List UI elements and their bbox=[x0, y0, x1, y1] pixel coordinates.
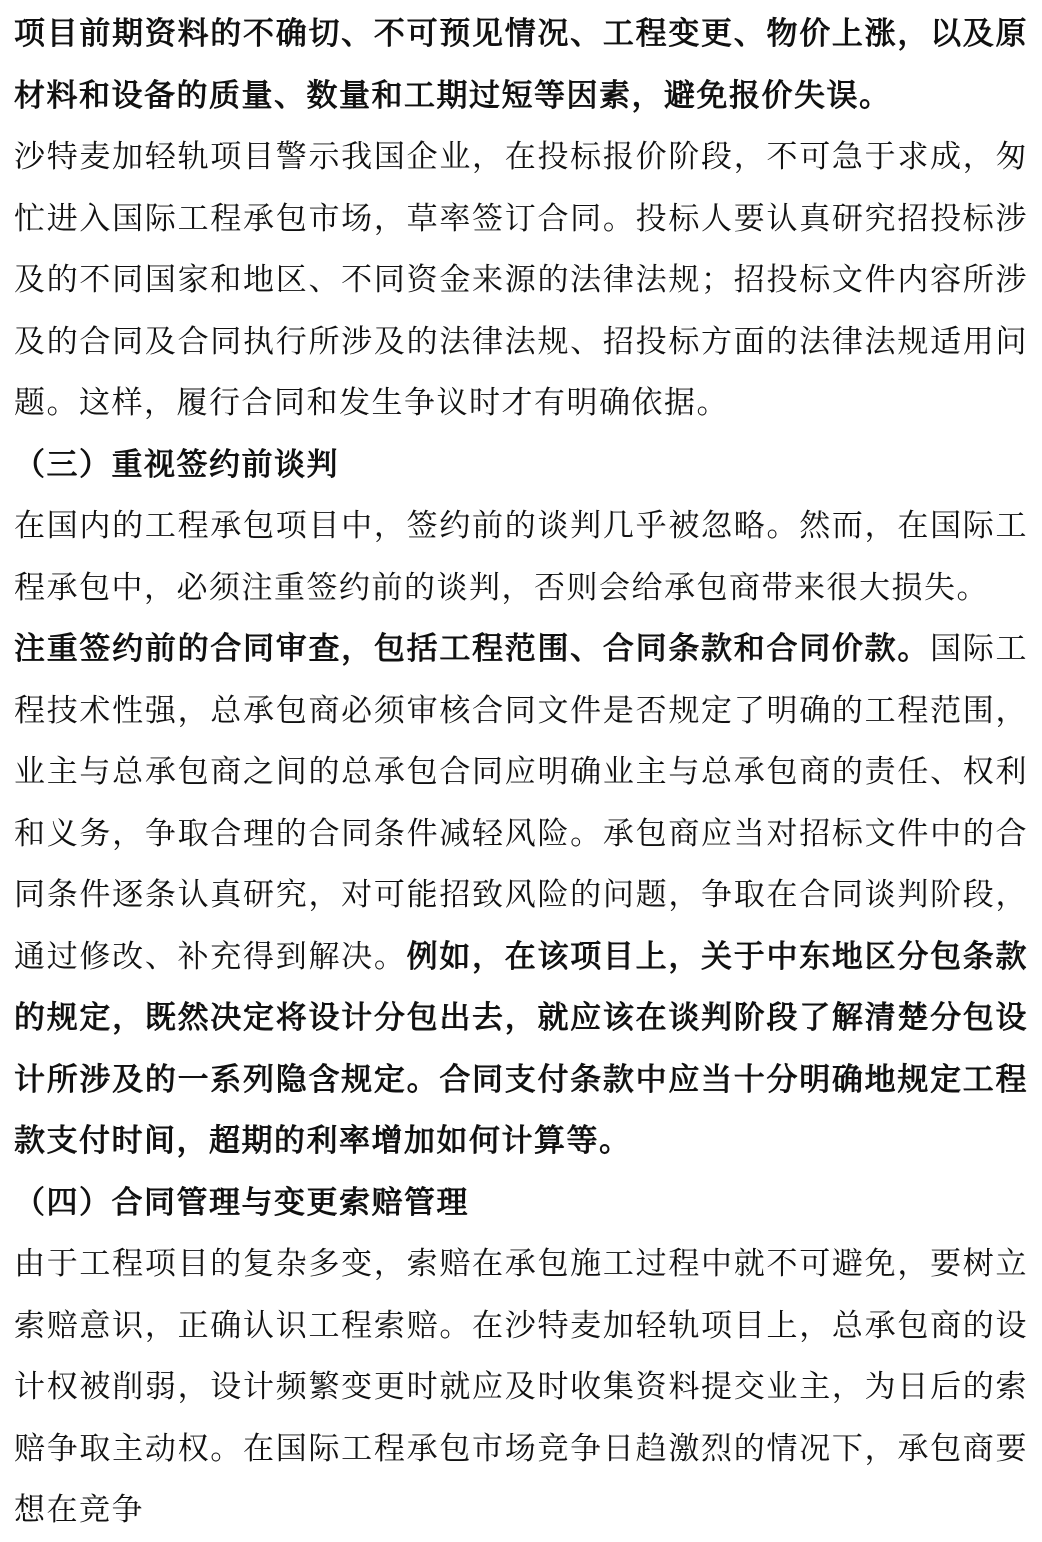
section-heading-3: （三）重视签约前谈判 bbox=[14, 446, 339, 483]
body-text: 沙特麦加轻轨项目警示我国企业，在投标报价阶段，不可急于求成，匆忙进入国际工程承包市场，草率签订合同。投标人要认真研究招投标涉及的不同国家和地区、不同资金来源的法律法规；招投标文件内容所涉及的合同及合同执行所涉及的法律法规、招投标方面的法律法规适用问题。这样，履行合同和发生争议时才有明确依据。 bbox=[14, 139, 1028, 421]
paragraph-contract-review bbox=[14, 619, 1028, 1173]
bold-text: 项目前期资料的不确切、不可预见情况、工程变更、物价上涨，以及原材料和设备的质量、数量和工期过短等因素，避免报价失误。 bbox=[14, 16, 1028, 114]
paragraph-cost-factors bbox=[14, 4, 1028, 127]
bold-lead-text: 注重签约前的合同审查，包括工程范围、合同条款和合同价款。 bbox=[14, 631, 931, 667]
body-text: 国际工程技术性强，总承包商必须审核合同文件是否规定了明确的工程范围，业主与总承包商之间的总承包合同应明确业主与总承包商的责任、权利和义务，争取合理的合同条件减轻风险。承包商应当对招标文件中的合同条件逐条认真研究，对可能招致风险的问题，争取在合同谈判阶段，通过修改、补充得到解决。 bbox=[14, 631, 1029, 975]
paragraph-claims-management bbox=[14, 1234, 1028, 1542]
bold-example-text: 例如，在该项目上，关于中东地区分包条款的规定，既然决定将设计分包出去，就应该在谈判阶段了解清楚分包设计所涉及的一系列隐含规定。合同支付条款中应当十分明确地规定工程款支付时间，超期的利率增加如何计算等。 bbox=[14, 938, 1029, 1159]
paragraph-mecca-lesson bbox=[14, 127, 1028, 435]
section-heading-4: （四）合同管理与变更索赔管理 bbox=[14, 1184, 469, 1221]
body-text: 由于工程项目的复杂多变，索赔在承包施工过程中就不可避免，要树立索赔意识，正确认识工程索赔。在沙特麦加轻轨项目上，总承包商的设计权被削弱，设计频繁变更时就应及时收集资料提交业主，为日后的索赔争取主动权。在国际工程承包市场竞争日趋激烈的情况下，承包商要想在竞争 bbox=[14, 1246, 1028, 1528]
paragraph-pre-signing-negotiation bbox=[14, 496, 1028, 619]
body-text: 在国内的工程承包项目中，签约前的谈判几乎被忽略。然而，在国际工程承包中，必须注重签约前的谈判，否则会给承包商带来很大损失。 bbox=[14, 508, 1028, 606]
